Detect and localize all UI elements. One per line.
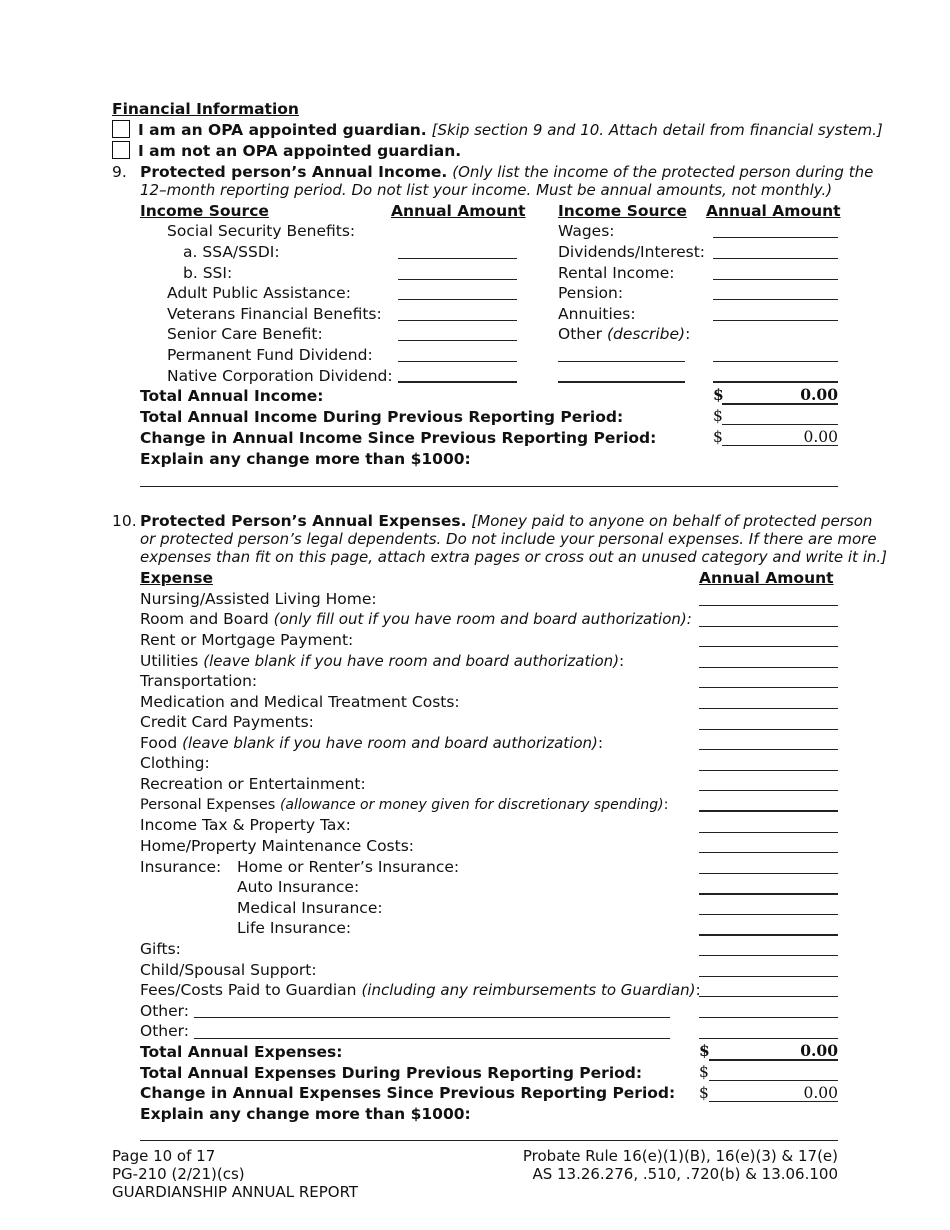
footer-page: Page 10 of 17 [112, 1147, 216, 1165]
expense-item-food [140, 733, 603, 753]
amount-field-gifts[interactable] [699, 955, 838, 956]
footer-statute: AS 13.26.276, .510, .720(b) & 13.06.100 [532, 1165, 838, 1183]
expenses-section-title: Protected Person’s Annual Expenses. [140, 512, 467, 530]
amount-field-ncd[interactable] [398, 381, 517, 383]
expense-item-ins-auto: Auto Insurance: [237, 878, 360, 896]
income-note-line2: 12–month reporting period. Do not list your income. Must be annual amounts, not monthly.) [140, 181, 833, 199]
prev-expenses-field[interactable] [709, 1080, 838, 1081]
opa-not-appointed-row [112, 141, 461, 161]
expense-item-tax: Income Tax & Property Tax: [140, 816, 351, 834]
expense-item-home: Home/Property Maintenance Costs: [140, 837, 415, 855]
change-expenses-label: Change in Annual Expenses Since Previous Reporting Period: [140, 1084, 676, 1102]
change-income-value: 0.00 [803, 428, 838, 446]
opa-not-appointed-checkbox[interactable] [112, 141, 130, 159]
expenses-note-line2: or protected person’s legal dependents. Do not include your personal expenses. If there are more [140, 530, 877, 548]
expense-item-transport: Transportation: [140, 672, 258, 690]
expense-fees-label: Fees/Costs Paid to Guardian [140, 981, 357, 999]
amount-field-scb[interactable] [398, 340, 517, 341]
change-expenses-underline [709, 1101, 838, 1102]
amount-field-pension[interactable] [713, 299, 838, 300]
amount-field-transport[interactable] [699, 687, 838, 688]
income-item-ssa: a. SSA/SSDI: [183, 243, 280, 261]
expense-item-ins-medical: Medical Insurance: [237, 899, 383, 917]
expense-utilities-colon: : [619, 652, 625, 670]
amount-field-room[interactable] [699, 626, 838, 627]
expense-item-clothing: Clothing: [140, 754, 210, 772]
amount-field-ssi[interactable] [398, 279, 517, 280]
amount-field-nursing[interactable] [699, 605, 838, 606]
expense-item-child: Child/Spousal Support: [140, 961, 317, 979]
change-income-underline [722, 445, 838, 446]
expense-food-colon: : [597, 734, 604, 752]
expenses-col-expense: Expense [140, 569, 213, 587]
expense-item-ins-life: Life Insurance: [237, 919, 352, 937]
expense-item-personal [140, 795, 668, 815]
amount-field-ins-life[interactable] [699, 934, 838, 936]
income-col-source-right: Income Source [558, 202, 687, 220]
other-describe-field-1[interactable] [558, 361, 685, 362]
section-heading: Financial Information [112, 100, 299, 118]
other-expense-describe-1[interactable] [194, 1017, 670, 1018]
income-item-scb: Senior Care Benefit: [167, 325, 323, 343]
income-item-vfb: Veterans Financial Benefits: [167, 305, 382, 323]
income-item-other-note: (describe) [606, 325, 686, 343]
income-item-other-label: Other [558, 325, 603, 343]
income-item-dividends: Dividends/Interest: [558, 243, 706, 261]
change-expenses-currency: $ [699, 1084, 709, 1102]
explain-income-label: Explain any change more than $1000: [140, 450, 471, 468]
income-item-ncd: Native Corporation Dividend: [167, 367, 393, 385]
income-item-pfd: Permanent Fund Dividend: [167, 346, 373, 364]
amount-field-home[interactable] [699, 852, 838, 853]
expense-fees-colon: : [695, 981, 701, 999]
expense-item-ins-home: Home or Renter’s Insurance: [237, 858, 460, 876]
amount-field-other2[interactable] [699, 1038, 838, 1039]
income-item-other-colon: : [685, 325, 691, 343]
amount-field-other-2[interactable] [713, 381, 838, 383]
expenses-note-line3: expenses than fit on this page, attach extra pages or cross out an unused category and write it in.] [140, 548, 887, 566]
expense-item-gifts: Gifts: [140, 940, 181, 958]
other-describe-field-2[interactable] [558, 381, 685, 383]
income-col-source-left: Income Source [140, 202, 269, 220]
expense-item-utilities [140, 651, 624, 671]
amount-field-ins-home[interactable] [699, 873, 838, 874]
amount-field-annuities[interactable] [713, 320, 838, 321]
amount-field-recreation[interactable] [699, 790, 838, 791]
expense-utilities-label: Utilities [140, 652, 199, 670]
opa-appointed-checkbox[interactable] [112, 120, 130, 138]
change-income-currency: $ [713, 428, 723, 446]
prev-expenses-currency: $ [699, 1063, 709, 1081]
prev-income-currency: $ [713, 407, 723, 425]
expense-item-insurance: Insurance: [140, 858, 222, 876]
total-income-currency: $ [713, 385, 724, 404]
expense-item-room [140, 609, 692, 629]
expenses-note-line1: [Money paid to anyone on behalf of protected person [471, 512, 873, 530]
total-income-label: Total Annual Income: [140, 387, 324, 405]
prev-income-label: Total Annual Income During Previous Reporting Period: [140, 408, 624, 426]
opa-appointed-label: I am an OPA appointed guardian. [138, 121, 427, 139]
expense-item-rent: Rent or Mortgage Payment: [140, 631, 354, 649]
expense-food-note: (leave blank if you have room and board authorization) [182, 734, 598, 752]
total-expenses-underline [709, 1059, 838, 1061]
total-income-value: 0.00 [800, 385, 838, 404]
income-section-number: 9. [112, 163, 127, 181]
income-section-heading [140, 162, 873, 182]
income-item-ssi: b. SSI: [183, 264, 233, 282]
income-item-other [558, 324, 690, 344]
amount-field-dividends[interactable] [713, 258, 838, 259]
total-expenses-value: 0.00 [800, 1041, 838, 1060]
income-item-annuities: Annuities: [558, 305, 636, 323]
amount-field-personal[interactable] [699, 810, 838, 812]
expense-personal-note: (allowance or money given for discretionary spending) [279, 797, 664, 813]
amount-field-rental[interactable] [713, 279, 838, 280]
amount-field-ssa[interactable] [398, 258, 517, 259]
expense-personal-colon: : [663, 797, 669, 813]
expense-item-credit: Credit Card Payments: [140, 713, 314, 731]
expense-item-fees [140, 980, 701, 1000]
amount-field-pfd[interactable] [398, 361, 517, 362]
income-item-wages: Wages: [558, 222, 615, 240]
amount-field-vfb[interactable] [398, 320, 517, 321]
expenses-section-number: 10. [112, 512, 137, 530]
total-expenses-currency: $ [699, 1041, 710, 1060]
amount-field-ins-auto[interactable] [699, 893, 838, 895]
expense-item-nursing: Nursing/Assisted Living Home: [140, 590, 377, 608]
amount-field-other1[interactable] [699, 1017, 838, 1018]
amount-field-credit[interactable] [699, 729, 838, 730]
income-col-amount-right: Annual Amount [706, 202, 841, 220]
prev-income-field[interactable] [722, 424, 838, 425]
expense-room-note: (only fill out if you have room and board authorization): [273, 610, 692, 628]
expense-fees-note: (including any reimbursements to Guardian) [361, 981, 696, 999]
expense-utilities-note: (leave blank if you have room and board authorization) [203, 652, 620, 670]
amount-field-rent[interactable] [699, 646, 838, 647]
other-expense-describe-2[interactable] [194, 1038, 670, 1039]
expenses-col-amount: Annual Amount [699, 569, 834, 587]
amount-field-clothing[interactable] [699, 770, 838, 771]
income-item-rental: Rental Income: [558, 264, 675, 282]
footer-form: PG-210 (2/21)(cs) [112, 1165, 245, 1183]
amount-field-fees[interactable] [699, 996, 838, 997]
prev-expenses-label: Total Annual Expenses During Previous Reporting Period: [140, 1064, 643, 1082]
expense-item-other2: Other: [140, 1022, 189, 1040]
change-income-label: Change in Annual Income Since Previous Reporting Period: [140, 429, 657, 447]
expense-item-other1: Other: [140, 1002, 189, 1020]
opa-appointed-row [112, 120, 883, 140]
income-section-title: Protected person’s Annual Income. [140, 163, 448, 181]
income-col-amount-left: Annual Amount [391, 202, 526, 220]
total-income-underline [722, 403, 838, 405]
expense-food-label: Food [140, 734, 178, 752]
expenses-section-heading [140, 511, 872, 531]
footer-form-title: GUARDIANSHIP ANNUAL REPORT [112, 1183, 359, 1201]
total-expenses-label: Total Annual Expenses: [140, 1043, 343, 1061]
amount-field-wages[interactable] [713, 237, 838, 238]
expense-personal-label: Personal Expenses [140, 797, 276, 813]
explain-expenses-label: Explain any change more than $1000: [140, 1105, 471, 1123]
expense-item-medication: Medication and Medical Treatment Costs: [140, 693, 460, 711]
amount-field-medication[interactable] [699, 708, 838, 709]
amount-field-child[interactable] [699, 976, 838, 977]
amount-field-food[interactable] [699, 749, 838, 750]
expense-room-label: Room and Board [140, 610, 269, 628]
opa-appointed-note: [Skip section 9 and 10. Attach detail from financial system.] [431, 121, 883, 139]
amount-field-ins-medical[interactable] [699, 914, 838, 915]
amount-field-other-1[interactable] [713, 361, 838, 362]
amount-field-tax[interactable] [699, 832, 838, 833]
expense-item-recreation: Recreation or Entertainment: [140, 775, 366, 793]
income-item-pension: Pension: [558, 284, 624, 302]
income-item-ssb: Social Security Benefits: [167, 222, 356, 240]
footer-rule: Probate Rule 16(e)(1)(B), 16(e)(3) & 17(e) [522, 1147, 838, 1165]
income-item-apa: Adult Public Assistance: [167, 284, 351, 302]
explain-expenses-field[interactable] [140, 1140, 838, 1141]
income-note-line1: (Only list the income of the protected person during the [452, 163, 874, 181]
explain-income-field[interactable] [140, 486, 838, 487]
opa-not-appointed-label: I am not an OPA appointed guardian. [138, 142, 462, 160]
amount-field-utilities[interactable] [699, 667, 838, 668]
change-expenses-value: 0.00 [803, 1084, 838, 1102]
amount-field-apa[interactable] [398, 299, 517, 300]
